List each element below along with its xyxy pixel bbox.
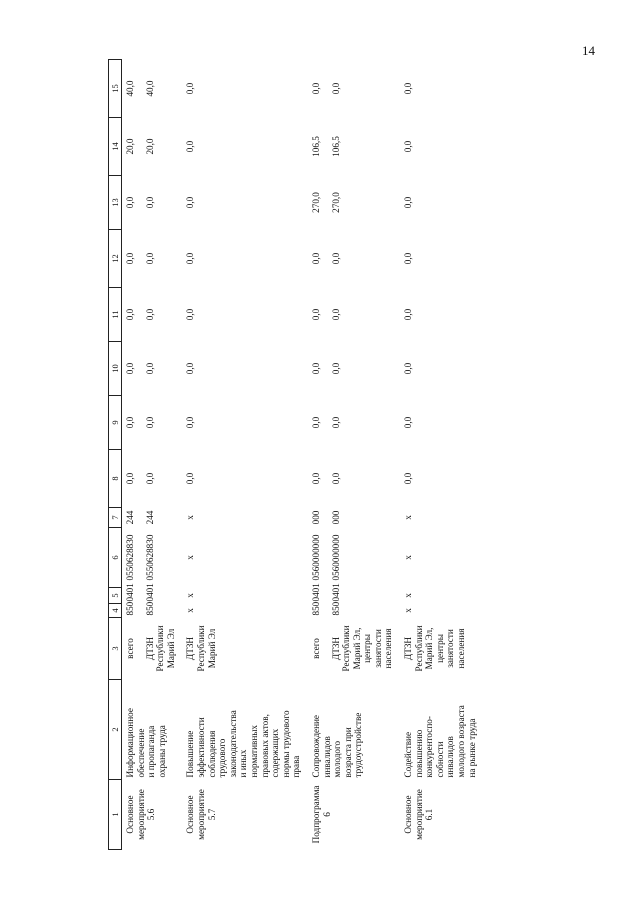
cell-c10: 0,0 — [403, 362, 414, 375]
cell-c15: 0,0 — [310, 82, 321, 95]
item-description-line: возраста при — [342, 727, 353, 778]
cell-c3: ДТЗН Республики Марий Эл — [185, 625, 217, 672]
item-description-line: Содействие — [403, 731, 414, 778]
table-row — [308, 60, 328, 850]
table-row — [400, 60, 483, 850]
item-description-line: нормы трудового — [280, 710, 291, 778]
item-label-line: 6.1 — [424, 808, 435, 821]
cell-c12: 0,0 — [330, 252, 341, 265]
cell-c4: 850 — [330, 601, 341, 616]
budget-table — [108, 59, 483, 850]
column-header: 14 — [109, 118, 122, 176]
cell-c15: 40,0 — [144, 80, 155, 97]
cell-c3: всего — [310, 638, 321, 659]
cell-c7: 244 — [125, 510, 135, 525]
cell-c6: x — [185, 555, 196, 560]
cell-c3: ДТЗН Республики Марий Эл, центры занятости населения — [330, 625, 394, 672]
cell-c9: 0,0 — [403, 416, 414, 429]
column-header: 15 — [109, 60, 122, 118]
cell-c10: 0,0 — [125, 362, 135, 375]
cell-c9: 0,0 — [185, 416, 196, 429]
cell-c11: 0,0 — [403, 308, 414, 321]
column-header: 8 — [109, 450, 122, 508]
column-number-row — [109, 60, 122, 850]
column-header: 12 — [109, 230, 122, 288]
cell-c10: 0,0 — [330, 362, 341, 375]
cell-c13: 0,0 — [403, 196, 414, 209]
cell-c7: x — [185, 515, 196, 520]
item-label-cell — [122, 780, 183, 850]
item-description-line: инвалидов — [445, 736, 456, 778]
cell-c6: 0560000000 — [330, 534, 341, 581]
cell-c5: 0401 — [330, 583, 341, 602]
cell-c4: x — [403, 608, 414, 613]
item-label-line: Подпрограмма — [310, 785, 321, 844]
cell-c3: всего — [125, 638, 135, 659]
item-description-line: Информационное — [125, 708, 135, 778]
item-label-line: Основное — [185, 795, 196, 834]
cell-c6: 0560000000 — [310, 534, 321, 581]
cell-c15: 0,0 — [403, 82, 414, 95]
item-description-cell — [122, 680, 183, 780]
table-body — [122, 60, 484, 850]
item-description-line: собности — [434, 741, 445, 778]
item-label-line: 6 — [321, 812, 332, 817]
item-label-cell — [400, 780, 483, 850]
item-description-line: охраны труда — [156, 725, 167, 778]
cell-c8: 0,0 — [403, 472, 414, 485]
item-description-line: и иных — [238, 749, 249, 778]
item-description-line: эффективности — [195, 717, 206, 778]
cell-c11: 0,0 — [310, 308, 321, 321]
item-description-line: конкурентоспо- — [424, 716, 435, 778]
cell-c14: 0,0 — [185, 140, 196, 153]
item-description-line: трудового — [217, 738, 228, 778]
cell-c5: 0401 — [144, 583, 155, 602]
cell-c10: 0,0 — [310, 362, 321, 375]
cell-c11: 0,0 — [144, 308, 155, 321]
cell-c12: 0,0 — [185, 252, 196, 265]
item-description-line: права — [291, 755, 302, 778]
item-label-line: 5.7 — [206, 808, 217, 821]
item-description-line: законодательства — [227, 710, 238, 778]
cell-c10: 0,0 — [185, 362, 196, 375]
cell-c9: 0,0 — [125, 416, 135, 429]
table-row — [122, 60, 142, 850]
cell-c12: 0,0 — [144, 252, 155, 265]
cell-c14: 106,5 — [310, 136, 321, 157]
cell-c8: 0,0 — [310, 472, 321, 485]
cell-c4: 850 — [144, 601, 155, 616]
cell-c7: x — [403, 515, 414, 520]
item-label-line: мероприятие — [135, 789, 146, 840]
column-header: 3 — [109, 618, 122, 680]
column-header: 1 — [109, 780, 122, 850]
cell-c4: x — [185, 608, 196, 613]
item-label-line: 5.6 — [146, 808, 157, 821]
cell-c6: 0550628830 — [144, 534, 155, 581]
item-description-line: Сопровождение — [310, 715, 321, 778]
item-description-line: повышению — [413, 729, 424, 778]
cell-c9: 0,0 — [144, 416, 155, 429]
column-header: 13 — [109, 176, 122, 230]
cell-c4: 850 — [310, 601, 321, 616]
item-description-line: обеспечение — [135, 728, 146, 778]
cell-c12: 0,0 — [310, 252, 321, 265]
item-description-line: нормативных — [248, 724, 259, 778]
item-description-line: содержащих — [270, 728, 281, 778]
column-header: 4 — [109, 604, 122, 618]
cell-c14: 20,0 — [144, 138, 155, 155]
column-header: 2 — [109, 680, 122, 780]
cell-c10: 0,0 — [144, 362, 155, 375]
item-label-line: мероприятие — [413, 789, 424, 840]
cell-c5: 0401 — [125, 583, 135, 602]
cell-c6: x — [403, 555, 414, 560]
column-header: 9 — [109, 396, 122, 450]
cell-c7: 000 — [310, 510, 321, 525]
cell-c9: 0,0 — [310, 416, 321, 429]
item-description-line: соблюдения — [206, 730, 217, 778]
item-label-line: Основное — [403, 795, 414, 834]
item-label-line: мероприятие — [195, 789, 206, 840]
item-description-cell — [308, 680, 400, 780]
rotated-table-region — [108, 60, 608, 850]
cell-c9: 0,0 — [330, 416, 341, 429]
cell-c12: 0,0 — [125, 252, 135, 265]
cell-c11: 0,0 — [185, 308, 196, 321]
cell-c15: 0,0 — [330, 82, 341, 95]
cell-c6: 0550628830 — [125, 534, 135, 581]
cell-c15: 40,0 — [125, 80, 135, 97]
cell-c8: 0,0 — [185, 472, 196, 485]
cell-c11: 0,0 — [125, 308, 135, 321]
column-header: 10 — [109, 342, 122, 396]
page-number: 14 — [582, 43, 595, 58]
item-description-line: правовых актов, — [259, 714, 270, 778]
cell-c3: ДТЗН Республики Марий Эл — [144, 625, 176, 672]
cell-c13: 0,0 — [185, 196, 196, 209]
cell-c15: 0,0 — [185, 82, 196, 95]
table-row — [182, 60, 308, 850]
cell-c4: 850 — [125, 601, 135, 616]
cell-c13: 0,0 — [144, 196, 155, 209]
column-header: 6 — [109, 528, 122, 588]
item-description-line: трудоустройстве — [353, 712, 364, 778]
cell-c14: 0,0 — [403, 140, 414, 153]
cell-c5: 0401 — [310, 583, 321, 602]
item-description-line: Повышение — [185, 730, 196, 778]
cell-c13: 0,0 — [125, 196, 135, 209]
cell-c7: 244 — [144, 510, 155, 525]
item-label-cell — [308, 780, 400, 850]
cell-c8: 0,0 — [330, 472, 341, 485]
item-description-line: и пропаганда — [146, 725, 157, 778]
item-description-cell — [182, 680, 308, 780]
column-header: 11 — [109, 288, 122, 342]
cell-c12: 0,0 — [403, 252, 414, 265]
item-description-line: инвалидов — [321, 736, 332, 778]
item-label-cell — [182, 780, 308, 850]
cell-c8: 0,0 — [144, 472, 155, 485]
column-header: 5 — [109, 588, 122, 604]
item-label-line: Основное — [125, 795, 135, 834]
cell-c14: 20,0 — [125, 138, 135, 155]
column-header: 7 — [109, 508, 122, 528]
item-description-line: молодого — [332, 740, 343, 778]
cell-c13: 270,0 — [310, 192, 321, 213]
cell-c11: 0,0 — [330, 308, 341, 321]
item-description-line: молодого возраста — [456, 705, 467, 778]
cell-c7: 000 — [330, 510, 341, 525]
item-description-cell — [400, 680, 483, 780]
cell-c5: x — [185, 593, 196, 598]
cell-c14: 106,5 — [330, 136, 341, 157]
cell-c3: ДТЗН Республики Марий Эл, центры занятости населения — [403, 625, 467, 672]
cell-c8: 0,0 — [125, 472, 135, 485]
cell-c5: x — [403, 593, 414, 598]
item-description-line: на рынке труда — [466, 718, 477, 778]
cell-c13: 270,0 — [330, 192, 341, 213]
